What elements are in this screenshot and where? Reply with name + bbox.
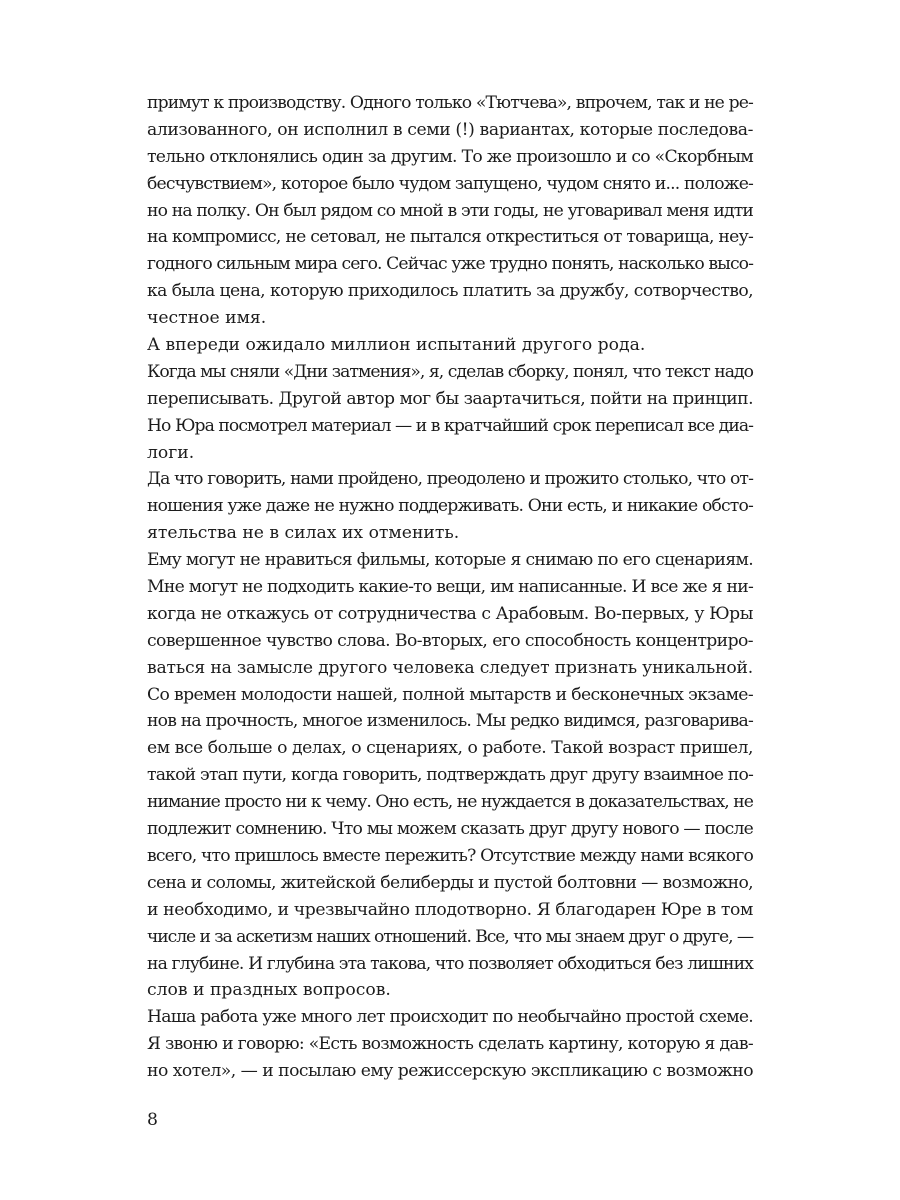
body-text [147,90,753,1085]
text-line: Когда мы сняли «Дни затмения», я, сделав сборку, понял, что текст надо [147,361,753,382]
text-line: Ему могут не нравиться фильмы, которые я снимаю по его сценариям. [147,550,753,571]
text-line: на компромисс, не сетовал, не пытался откреститься от товарища, неу- [147,227,754,248]
text-line: логи. [147,442,195,463]
text-line: тельно отклонялись один за другим. То же произошло и со «Скорбным [147,146,753,167]
text-line: ка была цена, которую приходилось платить за дружбу, сотворчество, [147,281,754,302]
text-line: ятельства не в силах их отменить. [147,523,460,544]
text-line: Мне могут не подходить какие-то вещи, им написанные. И все же я ни- [147,577,754,598]
text-line: ваться на замысле другого человека следует признать уникальной. [147,657,753,678]
text-line: примут к производству. Одного только «Тютчева», впрочем, так и не ре- [147,93,753,113]
text-line: А впереди ожидало миллион испытаний другого рода. [147,335,646,356]
text-line: но на полку. Он был рядом со мной в эти годы, не уговаривал меня идти [147,200,753,221]
text-line: Я звоню и говорю: «Есть возможность сделать картину, которую я дав- [147,1034,753,1055]
text-line: слов и праздных вопросов. [147,980,391,1001]
text-line: но хотел», — и посылаю ему режиссерскую экспликацию с возможно [147,1061,754,1082]
text-line: бесчувствием», которое было чудом запущено, чудом снято и... положе- [147,173,754,194]
text-line: Но Юра посмотрел материал — и в кратчайший срок переписал все диа- [147,415,753,436]
text-line: Со времен молодости нашей, полной мытарств и бесконечных экзаме- [147,684,754,705]
text-line: годного сильным мира сего. Сейчас уже трудно понять, насколько высо- [147,254,754,275]
text-line: на глубине. И глубина эта такова, что позволяет обходиться без лишних [147,953,753,974]
text-line: и необходимо, и чрезвычайно плодотворно. Я благодарен Юре в том [147,899,753,920]
text-line: переписывать. Другой автор мог бы заартачиться, пойти на принцип. [147,388,754,409]
text-line: Наша работа уже много лет происходит по необычайно простой схеме. [147,1007,753,1028]
text-line: числе и за аскетизм наших отношений. Все, что мы знаем друг о друге, — [147,926,754,947]
text-line: ем все больше о делах, о сценариях, о работе. Такой возраст пришел, [147,738,753,759]
text-line: когда не откажусь от сотрудничества с Арабовым. Во-первых, у Юры [147,603,753,624]
text-line: подлежит сомнению. Что мы можем сказать друг другу нового — после [147,819,753,840]
text-line: ализованного, он исполнил в семи (!) вариантах, которые последова- [147,119,754,140]
text-line: совершенное чувство слова. Во-вторых, его способность концентриро- [147,630,753,651]
text-line: сена и соломы, житейской белиберды и пустой болтовни — возможно, [147,872,754,893]
text-line: нов на прочность, многое изменилось. Мы редко видимся, разговарива- [147,711,753,732]
text-line: такой этап пути, когда говорить, подтверждать друг другу взаимное по- [147,765,754,786]
text-line: честное имя. [147,308,267,329]
text-line: всего, что пришлось вместе пережить? Отсутствие между нами всякого [147,845,753,866]
page-number: 8 [147,1110,158,1130]
text-line: ношения уже даже не нужно поддерживать. Они есть, и никакие обсто- [147,496,753,517]
text-line: Да что говорить, нами пройдено, преодолено и прожито столько, что от- [147,469,753,490]
text-line: нимание просто ни к чему. Оно есть, не нуждается в доказательствах, не [147,792,754,813]
